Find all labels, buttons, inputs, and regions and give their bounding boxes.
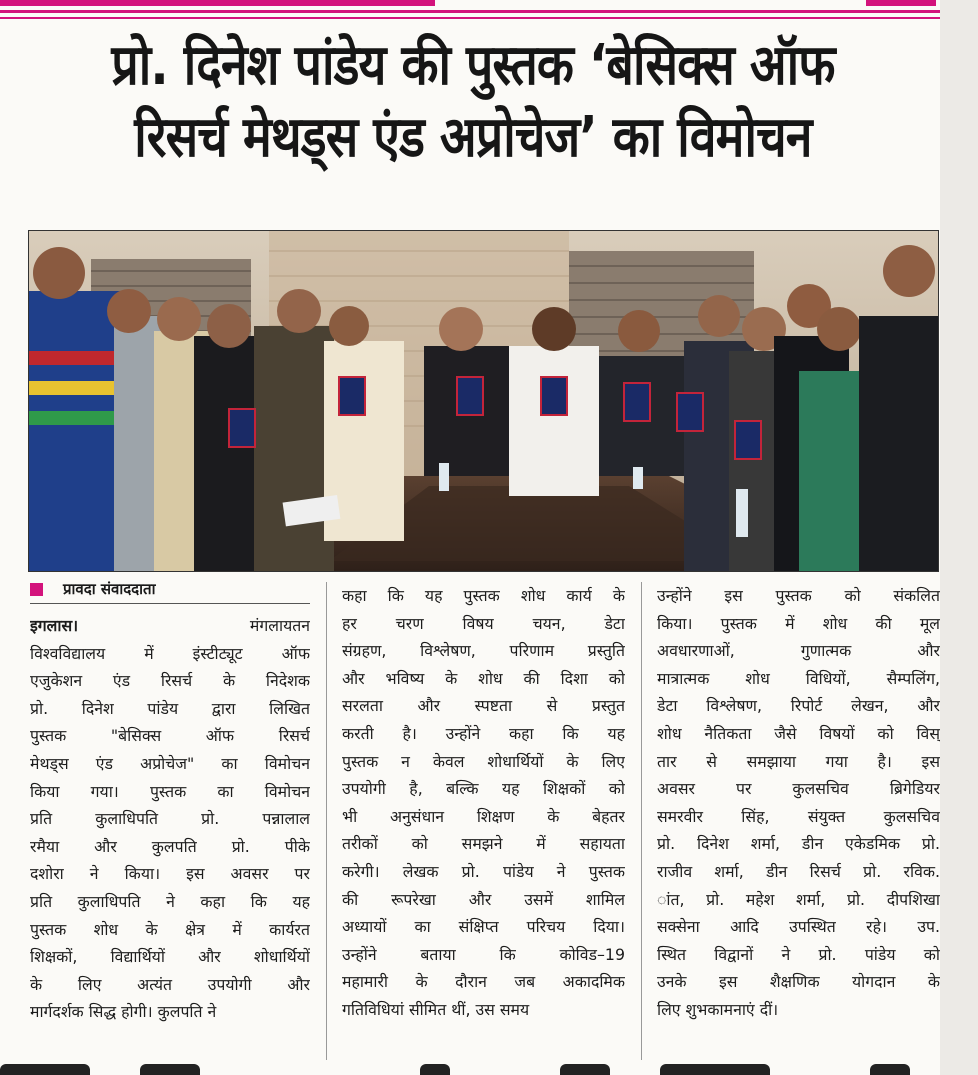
text-line: महामारी के दौरान जब अकादमिक <box>342 972 625 992</box>
column-divider <box>326 582 327 1060</box>
text-line: मेथड्स एंड अप्रोचेज" का विमोचन <box>30 753 310 773</box>
article-column-3 <box>657 582 940 1024</box>
text-line: डेटा विश्लेषण, रिपोर्ट लेखन, और <box>657 696 940 716</box>
dateline: इगलास। <box>30 616 79 635</box>
text-line: कहा कि यह पुस्तक शोध कार्य के <box>342 586 625 605</box>
text-line: करेगी। लेखक प्रो. पांडेय ने पुस्तक <box>342 861 625 881</box>
text-line: उपयोगी है, बल्कि यह शिक्षकों को <box>342 779 625 799</box>
next-headline-cropped <box>0 1062 940 1075</box>
text-line: और भविष्य के शोध की दिशा को <box>342 668 625 688</box>
text-line: रमैया और कुलपति प्रो. पीके <box>30 836 310 856</box>
header-rule <box>0 10 940 13</box>
text-line: हर चरण विषय चयन, डेटा <box>342 613 625 633</box>
text-line: करती है। उन्होंने कहा कि यह <box>342 723 625 743</box>
text-line: प्रति कुलाधिपति ने कहा कि यह <box>30 891 310 911</box>
text-line: लिए शुभकामनाएं दीं। <box>657 999 779 1019</box>
text-line: उनके इस शैक्षणिक योगदान के <box>657 972 940 992</box>
text-line: शोध नैतिकता जैसे विषयों को विस् <box>657 723 940 743</box>
text-line: अध्यायों का संक्षिप्त परिचय दिया। <box>342 917 625 937</box>
byline-text: प्रावदा संवाददाता <box>63 580 156 598</box>
text-line: संग्रहण, विश्लेषण, परिणाम प्रस्तुति <box>342 641 625 661</box>
text-line: अवसर पर कुलसचिव ब्रिगेडियर <box>657 779 940 799</box>
text-line: किया गया। पुस्तक का विमोचन <box>30 781 310 801</box>
text-line: पुस्तक "बेसिक्स ऑफ रिसर्च <box>30 726 310 746</box>
text-line: अवधारणाओं, गुणात्मक और <box>657 641 940 661</box>
text-line: गतिविधियां सीमित थीं, उस समय <box>342 999 530 1019</box>
news-photo-book-launch <box>28 230 939 572</box>
article-headline <box>78 30 867 174</box>
byline-bullet-icon <box>30 583 43 596</box>
text-line: तरीकों को समझने में सहायता <box>342 834 625 854</box>
text-line: उन्होंने इस पुस्तक को संकलित <box>657 586 940 605</box>
text-line: प्रो. दिनेश पांडेय द्वारा लिखित <box>30 698 310 718</box>
text-line: एजुकेशन एंड रिसर्च के निदेशक <box>30 671 310 691</box>
top-accent-bar-right <box>866 0 936 6</box>
text-line: उन्होंने बताया कि कोविड–19 <box>342 944 625 964</box>
text-line: मार्गदर्शक सिद्ध होगी। कुलपति ने <box>30 1002 217 1022</box>
text-line: प्रति कुलाधिपति प्रो. पन्नालाल <box>30 809 310 829</box>
text-line: पुस्तक न केवल शोधार्थियों के लिए <box>342 751 625 771</box>
headline-line-1: प्रो. दिनेश पांडेय की पुस्तक ‘बेसिक्स ऑफ <box>111 33 835 98</box>
text-line: सरलता और स्पष्टता से प्रस्तुत <box>342 696 625 716</box>
text-line: राजीव शर्मा, डीन रिसर्च प्रो. रविक. <box>657 861 940 881</box>
text-line: मात्रात्मक शोध विधियों, सैम्पलिंग, <box>657 668 940 688</box>
text-line: समरवीर सिंह, संयुक्त कुलसचिव <box>657 806 940 826</box>
article-column-1 <box>30 612 310 1026</box>
text-line: दशोरा ने किया। इस अवसर पर <box>30 864 310 884</box>
text-line: तार से समझाया गया है। इस <box>657 751 940 771</box>
column-divider <box>641 582 642 1060</box>
text-line: स्थित विद्वानों ने प्रो. पांडेय को <box>657 944 940 964</box>
byline-rule <box>30 603 310 604</box>
text-line <box>30 612 310 640</box>
byline <box>30 577 155 601</box>
article-column-2 <box>342 582 625 1024</box>
text-line: शिक्षकों, विद्यार्थियों और शोधार्थियों <box>30 947 310 967</box>
text-line-rest: मंगलायतन <box>249 616 310 635</box>
page-edge <box>940 0 978 1075</box>
text-line: सक्सेना आदि उपस्थित रहे। उप. <box>657 917 940 937</box>
text-line: ांत, प्रो. महेश शर्मा, प्रो. दीपशिखा <box>657 889 940 909</box>
text-line: विश्वविद्यालय में इंस्टीट्यूट ऑफ <box>30 643 310 663</box>
text-line: के लिए अत्यंत उपयोगी और <box>30 974 310 994</box>
headline-line-2: रिसर्च मेथड्स एंड अप्रोचेज’ का विमोचन <box>134 105 812 170</box>
text-line: किया। पुस्तक में शोध की मूल <box>657 613 940 633</box>
text-line: की रूपरेखा और उसमें शामिल <box>342 889 625 909</box>
text-line: पुस्तक शोध के क्षेत्र में कार्यरत <box>30 919 310 939</box>
top-accent-bar <box>0 0 435 6</box>
text-line: भी अनुसंधान शिक्षण के बेहतर <box>342 806 625 826</box>
header-rule-thin <box>0 17 940 19</box>
text-line: प्रो. दिनेश शर्मा, डीन एकेडमिक प्रो. <box>657 834 940 854</box>
